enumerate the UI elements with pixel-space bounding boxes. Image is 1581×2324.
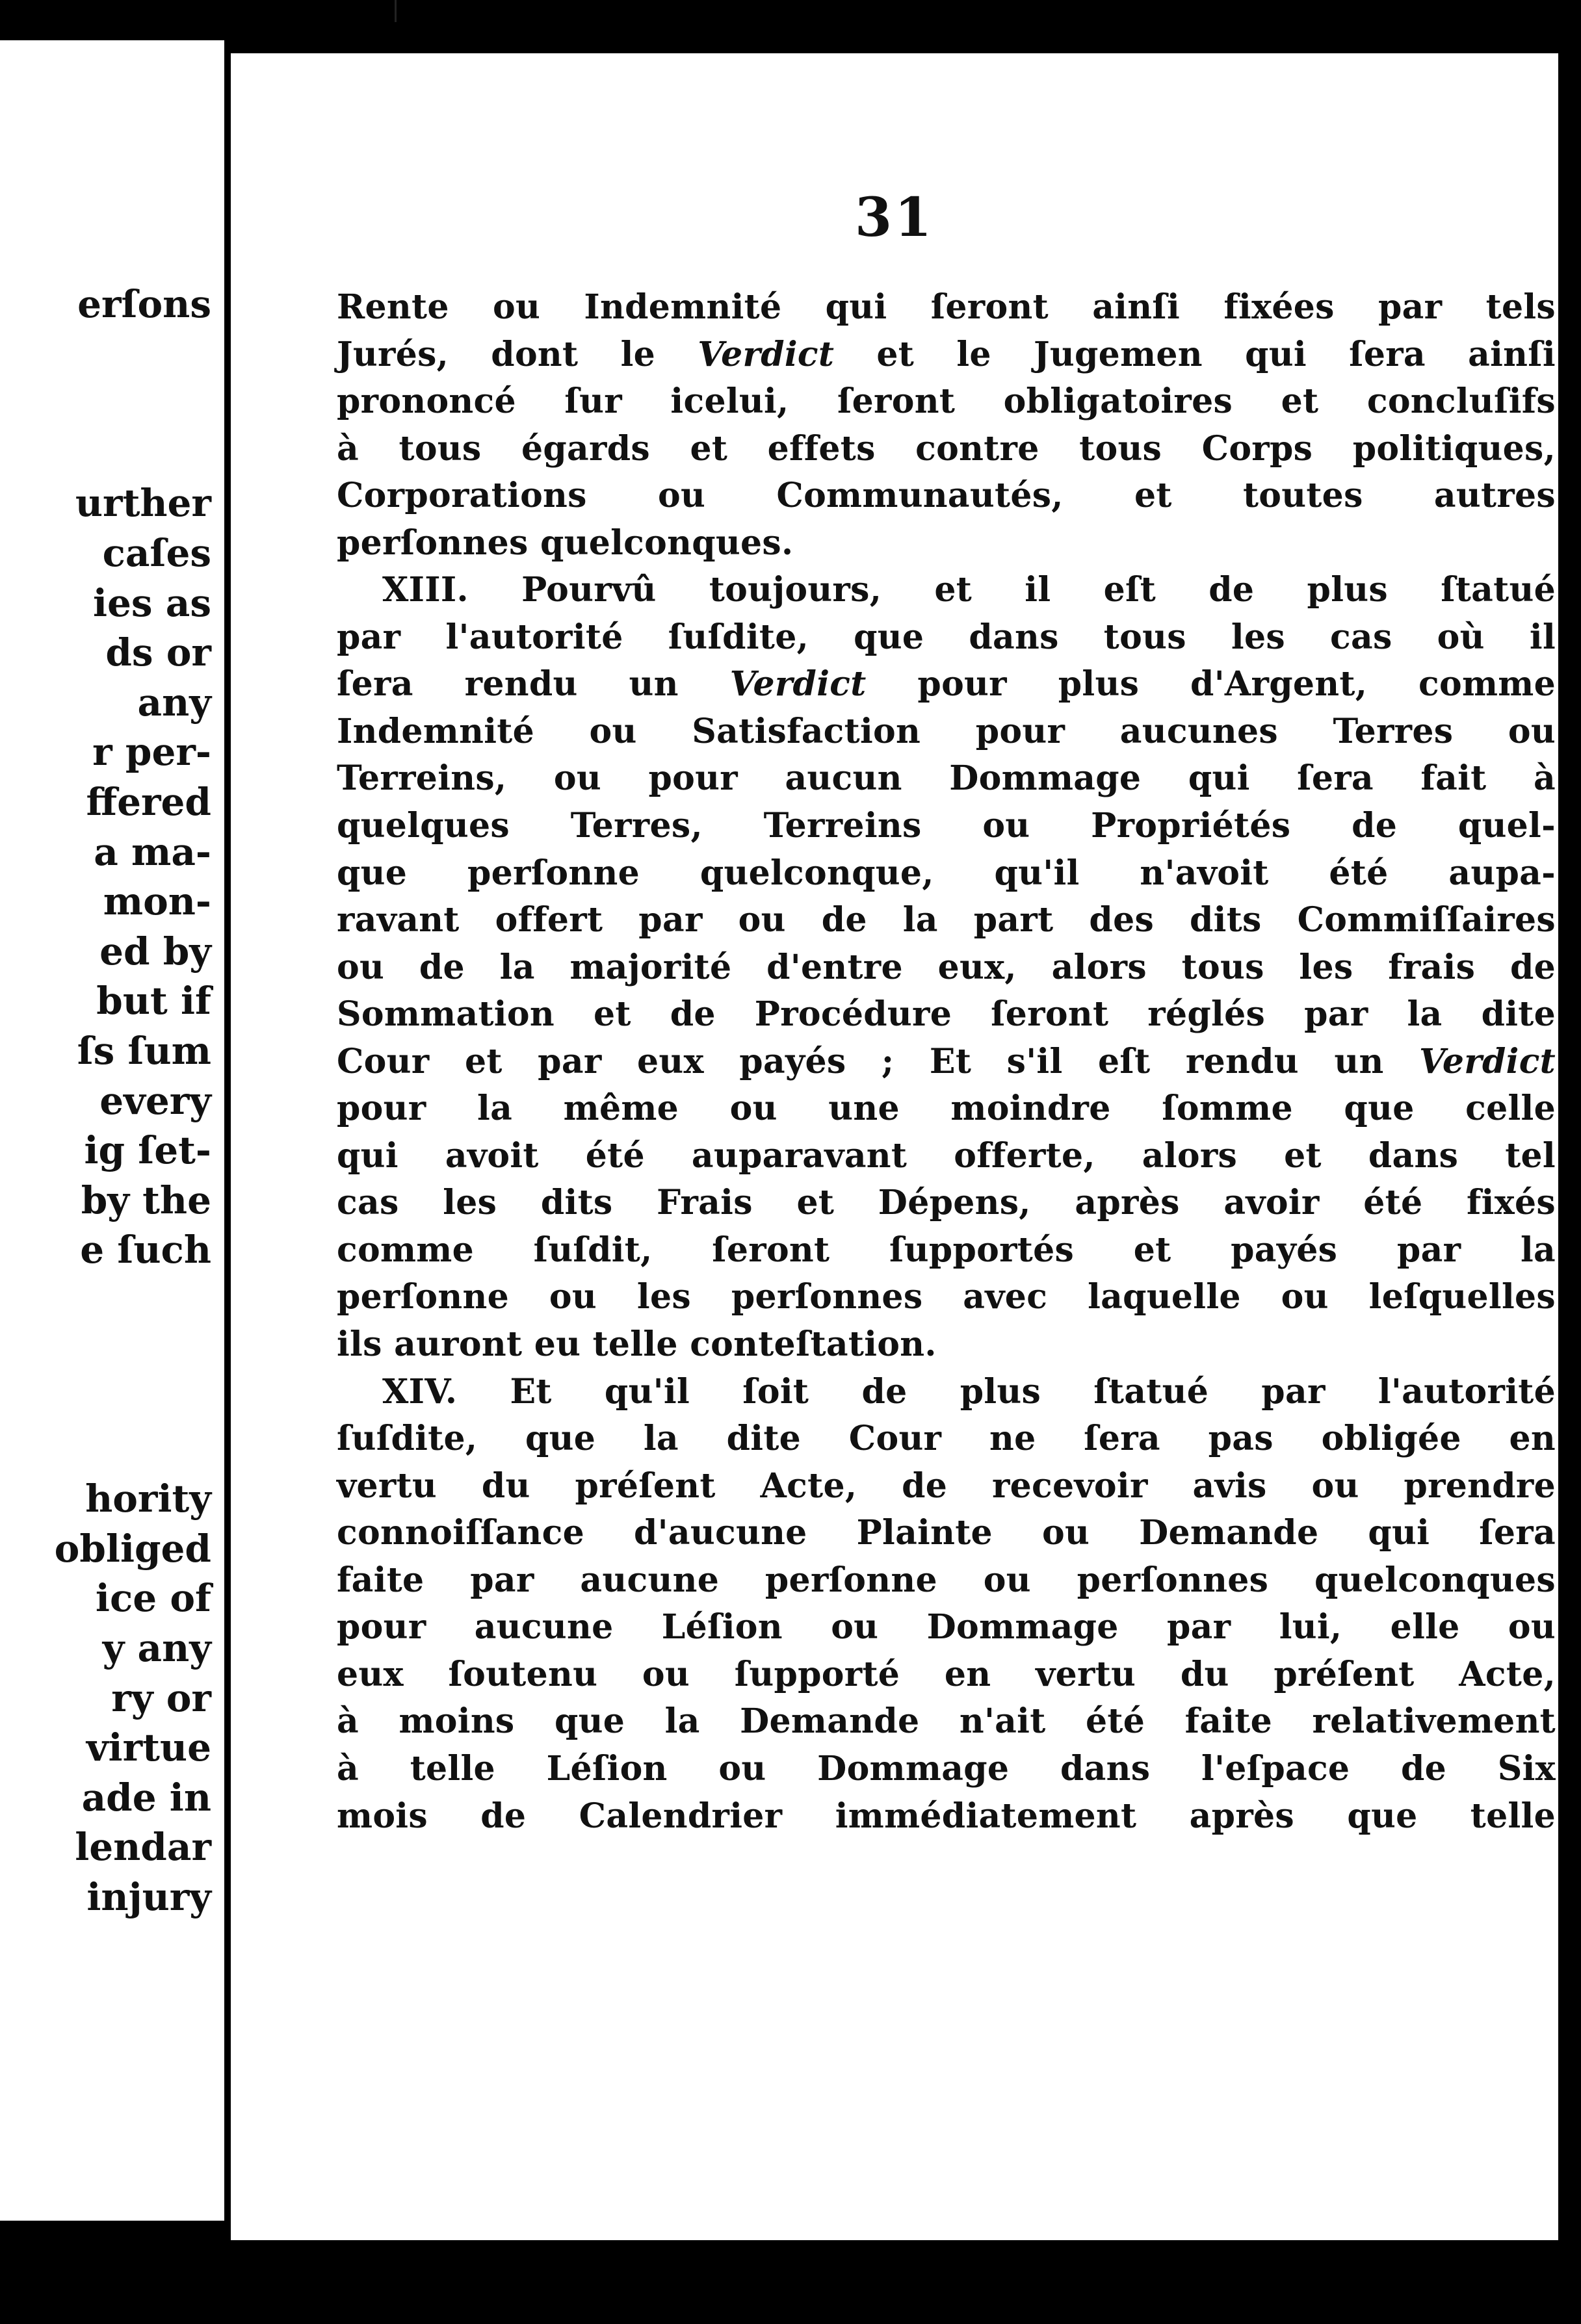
text-line: connoiſſance d'aucune Plainte ou Demande qui ſera <box>337 1513 1556 1553</box>
page-body-text <box>337 284 1556 1840</box>
facing-line: ies as <box>92 580 211 625</box>
facing-line: r per- <box>92 730 211 775</box>
facing-line: ed by <box>99 929 211 974</box>
facing-line: ffered <box>86 779 211 824</box>
text-line: Indemnité ou Satisfaction pour aucunes Terres ou <box>337 711 1556 751</box>
facing-line: by the <box>81 1178 211 1222</box>
text-line: prononcé ſur icelui, ſeront obligatoires et concluſifs <box>337 381 1556 422</box>
main-page <box>231 53 1558 2240</box>
facing-line <box>0 329 211 380</box>
facing-line: hority <box>85 1477 211 1521</box>
text-line: mois de Calendrier immédiatement après que telle <box>337 1796 1556 1836</box>
section-heading-xiii: XIII. Pourvû toujours, et il eſt de plus ſtatué <box>382 570 1556 610</box>
facing-line <box>0 1375 211 1425</box>
facing-line: but if <box>96 979 211 1024</box>
facing-line: ſs ſum <box>77 1028 211 1073</box>
facing-page-text <box>0 279 211 1922</box>
page-number: 31 <box>854 187 935 249</box>
facing-line: e ſuch <box>80 1228 211 1272</box>
facing-page-left <box>0 40 224 2221</box>
text-line: Terreins, ou pour aucun Dommage qui ſera fait à <box>337 758 1556 799</box>
text-line: par l'autorité ſuſdite, que dans tous les cas où il <box>337 617 1556 657</box>
text-line: qui avoit été auparavant offerte, alors et dans tel <box>337 1135 1556 1176</box>
facing-line: ds or <box>105 630 211 675</box>
facing-line: erſons <box>77 282 211 326</box>
facing-line <box>0 429 211 479</box>
text-line: à tous égards et effets contre tous Corps politiques, <box>337 428 1556 469</box>
facing-line <box>0 1275 211 1325</box>
facing-line: ade in <box>81 1775 211 1820</box>
text-line: cas les dits Frais et Dépens, après avoir été fixés <box>337 1183 1556 1223</box>
text-line: ravant offert par ou de la part des dits Commiſſaires <box>337 900 1556 940</box>
text-line: Jurés, dont le Verdict et le Jugemen qui ſera ainſi <box>337 334 1556 374</box>
facing-line: a ma- <box>94 829 211 874</box>
text-line: pour aucune Léſion ou Dommage par lui, elle ou <box>337 1607 1556 1647</box>
scan-mark-top <box>395 0 397 22</box>
text-line: ſera rendu un Verdict pour plus d'Argent, comme <box>337 664 1556 704</box>
facing-line <box>0 1324 211 1375</box>
italic-word: Verdict <box>729 664 867 704</box>
text-line: faite par aucune perſonne ou perſonnes quelconques <box>337 1560 1556 1600</box>
text-line: comme ſuſdit, ſeront ſupportés et payés par la <box>337 1230 1556 1270</box>
italic-word: Verdict <box>698 334 835 374</box>
facing-line: ig ſet- <box>84 1128 211 1173</box>
facing-line: virtue <box>86 1725 211 1770</box>
text-line: eux ſoutenu ou ſupporté en vertu du préſent Acte, <box>337 1654 1556 1694</box>
facing-line <box>0 379 211 429</box>
text-line: ſuſdite, que la dite Cour ne ſera pas obligée en <box>337 1419 1556 1459</box>
text-line: ils auront eu telle conteſtation. <box>337 1324 937 1365</box>
text-line: Rente ou Indemnité qui ſeront ainſi fixées par tels <box>337 287 1556 327</box>
facing-line: any <box>137 680 211 725</box>
facing-line: lendar <box>75 1825 211 1870</box>
text-line: quelques Terres, Terreins ou Propriétés de quel- <box>337 806 1556 846</box>
text-line: à moins que la Demande n'ait été faite relativement <box>337 1701 1556 1742</box>
facing-line: ry or <box>111 1675 211 1720</box>
text-line: que perſonne quelconque, qu'il n'avoit été aupa- <box>337 853 1556 893</box>
facing-line: injury <box>86 1875 211 1919</box>
text-line: perſonnes quelconques. <box>337 523 794 563</box>
text-line: à telle Léſion ou Dommage dans l'eſpace de Six <box>337 1748 1556 1788</box>
facing-line: mon- <box>103 879 211 924</box>
text-line: Corporations ou Communautés, et toutes autres <box>337 476 1556 516</box>
facing-line: urther <box>75 481 211 526</box>
facing-line <box>0 1425 211 1475</box>
text-line: pour la même ou une moindre ſomme que celle <box>337 1089 1556 1129</box>
text-line: Cour et par eux payés ; Et s'il eſt rendu un Verdict <box>337 1041 1556 1081</box>
text-line: perſonne ou les perſonnes avec laquelle ou leſquelles <box>337 1277 1556 1317</box>
facing-line: obliged <box>54 1526 211 1571</box>
italic-word: Verdict <box>1419 1041 1556 1081</box>
facing-line: ice of <box>95 1576 211 1621</box>
text-line: vertu du préſent Acte, de recevoir avis ou prendre <box>337 1465 1556 1506</box>
facing-line: y any <box>102 1626 211 1671</box>
facing-line: caſes <box>102 530 211 575</box>
text-line: Sommation et de Procédure ſeront réglés par la dite <box>337 994 1556 1035</box>
facing-line: every <box>99 1078 211 1123</box>
section-heading-xiv: XIV. Et qu'il ſoit de plus ſtatué par l'autorité <box>382 1371 1556 1412</box>
text-line: ou de la majorité d'entre eux, alors tous les frais de <box>337 947 1556 987</box>
